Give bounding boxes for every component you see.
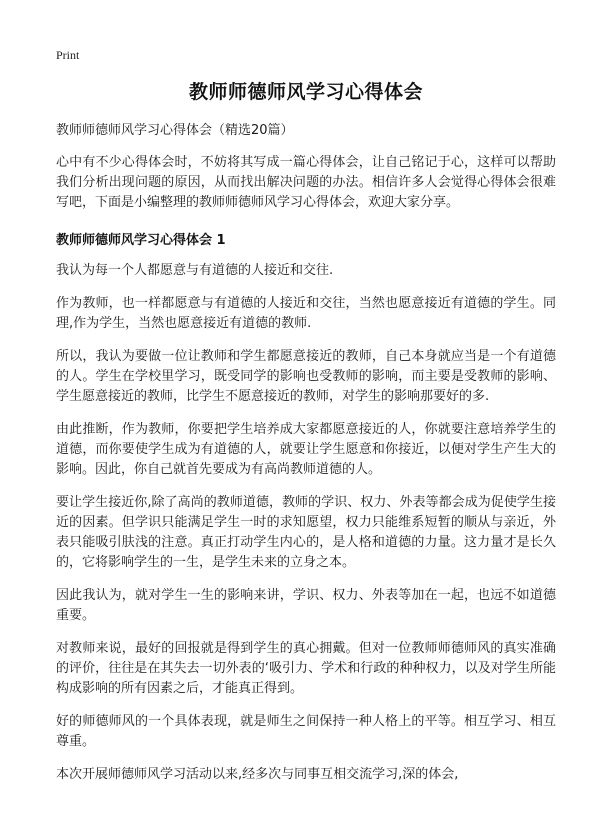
- body-paragraph-9: 本次开展师德师风学习活动以来,经多次与同事互相交流学习,深的体会,: [56, 767, 459, 782]
- intro-paragraph: 心中有不少心得体会时，不妨将其写成一篇心得体会，让自己铭记于心，这样可以帮助我们分析出现问题的原因，从而找出解决问题的办法。相信许多人会觉得心得体会很难写吧，下面是小编整理的教师师德师风学习心得体会，欢迎大家分享。: [56, 155, 556, 210]
- body-paragraph-1: 我认为每一个人都愿意与有道德的人接近和交往.: [56, 263, 334, 278]
- page-title: 教师师德师风学习心得体会: [188, 81, 423, 103]
- body-paragraph-3: 所以，我认为要做一位让教师和学生都愿意接近的教师，自己本身就应当是一个有道德的人。学生在学校里学习，既受同学的影响也受教师的影响，而主要是受教师的影响、学生愿意接近的教师，比学生不愿意接近的教师，对学生的影响那要好的多.: [56, 349, 556, 404]
- document-subtitle: 教师师德师风学习心得体会（精选20篇）: [56, 123, 294, 138]
- print-link[interactable]: Print: [56, 48, 80, 62]
- section-heading: 教师师德师风学习心得体会 1: [56, 233, 226, 248]
- body-paragraph-8: 好的师德师风的一个具体表现，就是师生之间保持一种人格上的平等。相互学习、相互尊重。: [56, 714, 556, 749]
- body-paragraph-7: 对教师来说，最好的回报就是得到学生的真心拥戴。但对一位教师师德师风的真实准确的评价，往往是在其失去一切外表的‘吸引力、学术和行政的种种权力，以及对学生所能构成影响的所有因素之后，才能真正得到。: [56, 641, 556, 696]
- body-paragraph-4: 由此推断，作为教师，你要把学生培养成大家都愿意接近的人，你就要注意培养学生的道德，而你要使学生成为有道德的人，就要让学生愿意和你接近，以便对学生产生大的影响。因此，你自己就首先要成为有高尚教师道德的人。: [56, 422, 556, 477]
- body-paragraph-6: 因此我认为，就对学生一生的影响来讲，学识、权力、外表等加在一起，也远不如道德重要。: [56, 588, 556, 623]
- body-paragraph-5: 要让学生接近你,除了高尚的教师道德，教师的学识、权力、外表等都会成为促使学生接近的因素。但学识只能满足学生一时的求知愿望，权力只能维系短暂的顺从与亲近，外表只能吸引肤浅的注意。真正打动学生内心的，是人格和道德的力量。这力量才是长久的，它将影响学生的一生，是学生未来的立身之本。: [56, 495, 556, 570]
- body-paragraph-2: 作为教师，也一样都愿意与有道德的人接近和交往，当然也愿意接近有道德的学生。同理,作为学生，当然也愿意接近有道德的教师.: [56, 296, 556, 331]
